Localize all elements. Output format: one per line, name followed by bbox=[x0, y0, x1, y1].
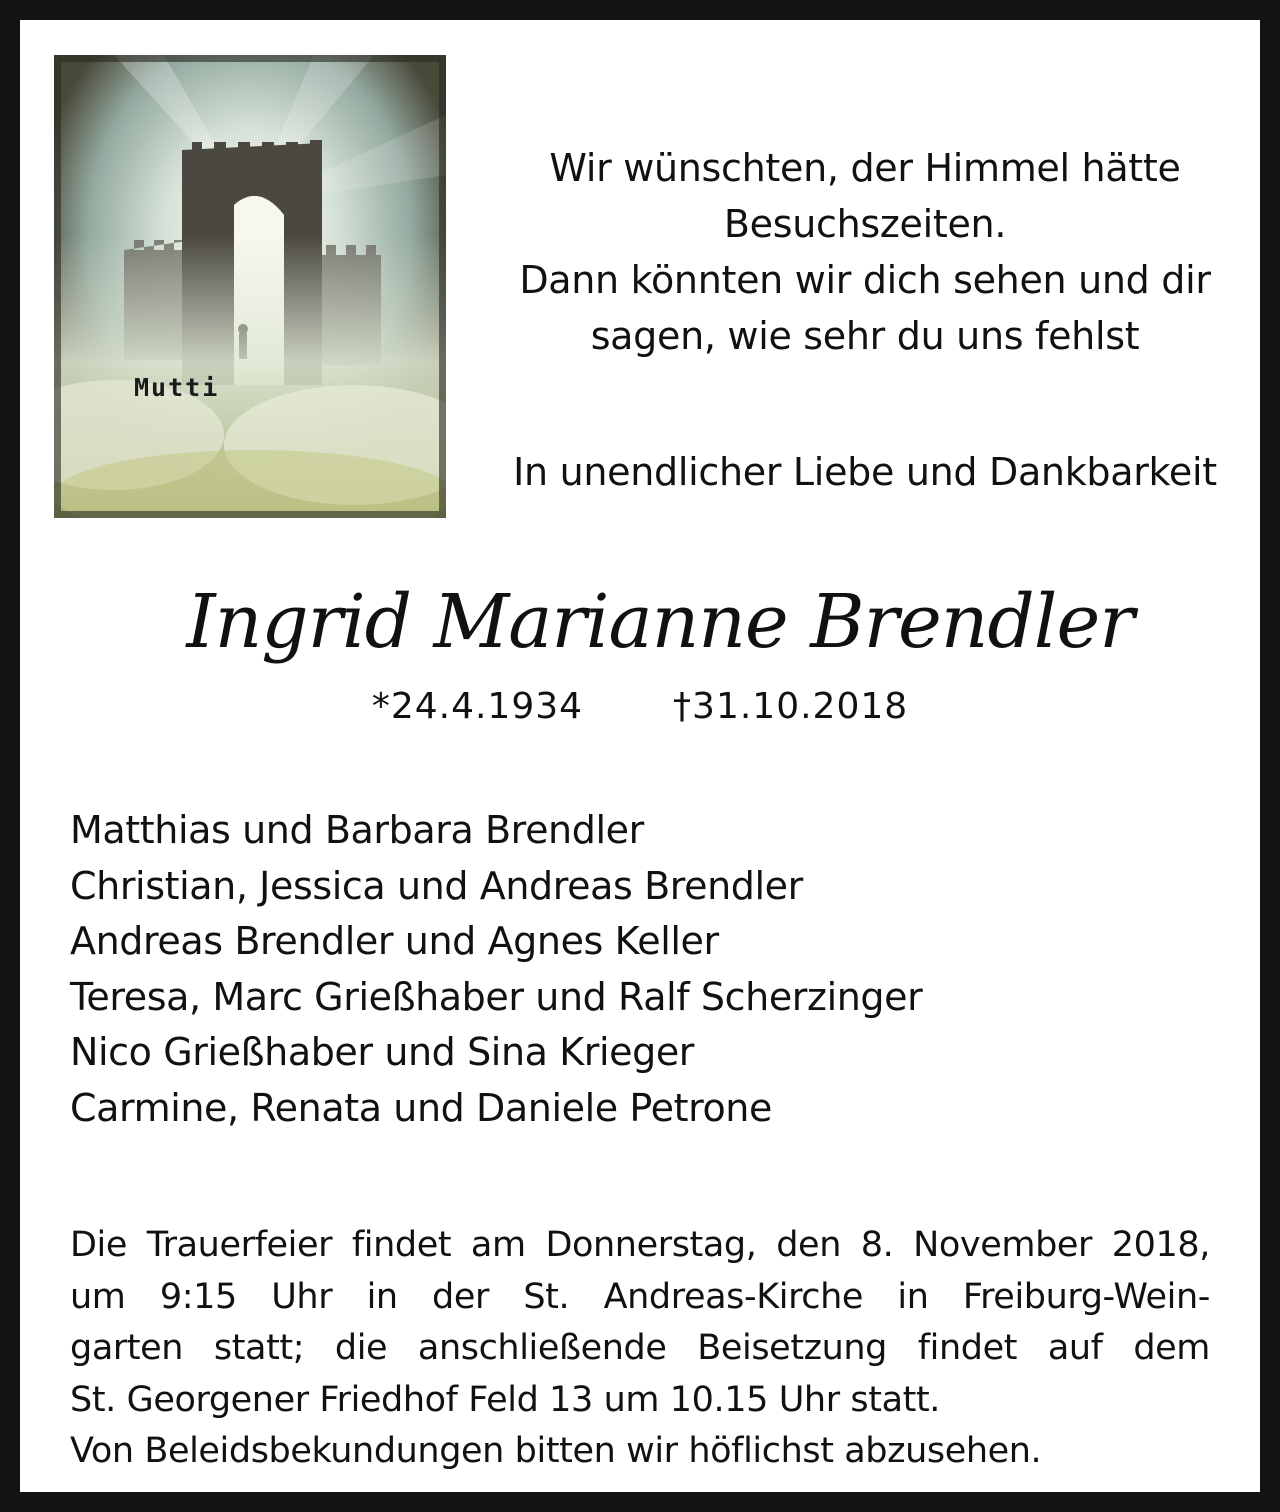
mourner-line: Christian, Jessica und Andreas Brendler bbox=[70, 863, 803, 908]
mourner-line: Nico Grießhaber und Sina Krieger bbox=[70, 1030, 695, 1074]
mourner-line: Teresa, Marc Grießhaber und Ralf Scherzinger bbox=[70, 974, 923, 1019]
service-info-line: garten statt; die anschließende Beisetzung findet auf dem bbox=[70, 1328, 1210, 1368]
dedication: In unendlicher Liebe und Dankbarkeit bbox=[513, 450, 1217, 494]
life-dates bbox=[0, 682, 1280, 732]
service-info-line: um 9:15 Uhr in der St. Andreas-Kirche in Freiburg-Wein- bbox=[70, 1276, 1210, 1317]
castle-in-clouds-illustration bbox=[54, 55, 446, 518]
mourner-line: Andreas Brendler und Agnes Keller bbox=[70, 919, 719, 963]
death-date: †31.10.2018 bbox=[673, 686, 909, 727]
mourner-line: Matthias und Barbara Brendler bbox=[70, 808, 644, 852]
image-caption: Mutti bbox=[134, 373, 220, 402]
poem bbox=[480, 140, 1250, 364]
mourners-list bbox=[70, 803, 1220, 1136]
memorial-image bbox=[54, 55, 446, 518]
service-info-line: Die Trauerfeier findet am Donnerstag, den 8. November 2018, bbox=[70, 1225, 1210, 1265]
mourner-line: Carmine, Renata und Daniele Petrone bbox=[70, 1085, 772, 1130]
deceased-name: Ingrid Marianne Brendler bbox=[186, 579, 1134, 665]
service-info bbox=[70, 1220, 1210, 1478]
birth-date: *24.4.1934 bbox=[371, 686, 584, 727]
service-info-line: St. Georgener Friedhof Feld 13 um 10.15 Uhr statt. bbox=[70, 1379, 941, 1420]
poem-line: Besuchszeiten. bbox=[723, 202, 1007, 246]
service-info-line: Von Beleidsbekundungen bitten wir höflichst abzusehen. bbox=[70, 1431, 1042, 1471]
poem-line: Wir wünschten, der Himmel hätte bbox=[549, 146, 1181, 190]
poem-line: sagen, wie sehr du uns fehlst bbox=[590, 314, 1140, 358]
poem-line: Dann könnten wir dich sehen und dir bbox=[519, 258, 1211, 302]
